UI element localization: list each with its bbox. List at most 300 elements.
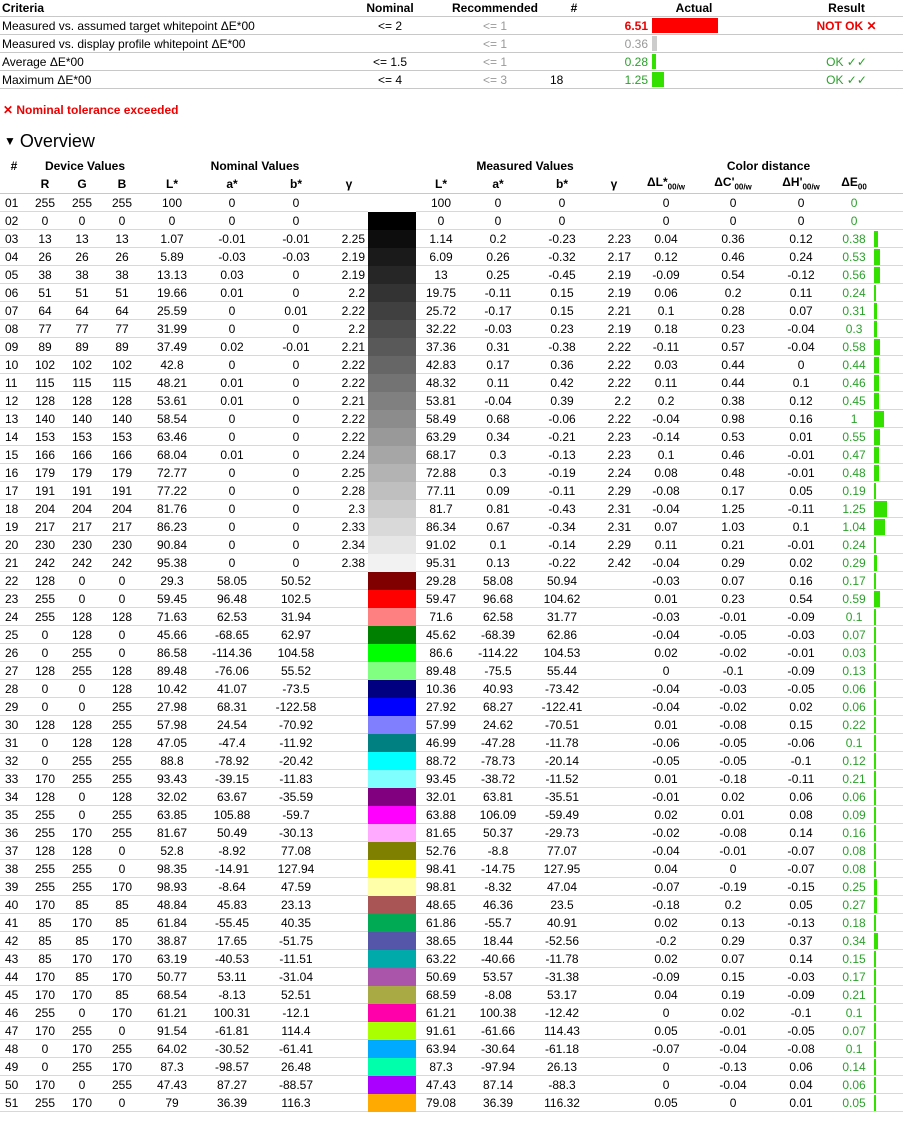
delta-e-bar — [874, 663, 876, 679]
cell-meas-l: 32.22 — [416, 320, 466, 338]
cell-delta-l: 0.2 — [634, 392, 698, 410]
delta-e-bar-cell — [874, 752, 903, 770]
delta-e-bar — [874, 1041, 876, 1057]
cell-delta-e: 0.18 — [834, 914, 874, 932]
cell-meas-l: 59.47 — [416, 590, 466, 608]
cell-meas-gamma — [594, 968, 634, 986]
cell-nom-l: 68.04 — [142, 446, 202, 464]
cell-nom-gamma — [330, 860, 368, 878]
delta-e-bar — [874, 1095, 876, 1111]
cell-nom-l: 77.22 — [142, 482, 202, 500]
table-row — [0, 788, 903, 806]
table-row — [0, 698, 903, 716]
cell-dev-r: 0 — [28, 1040, 62, 1058]
cell-delta-l: 0.1 — [634, 446, 698, 464]
cell-dev-g: 170 — [62, 950, 102, 968]
cell-delta-c: 0.01 — [698, 806, 768, 824]
delta-e-bar — [874, 231, 878, 247]
color-swatch — [368, 410, 416, 428]
table-row — [0, 662, 903, 680]
cell-nom-a: 0 — [202, 302, 262, 320]
cell-meas-b: -0.45 — [530, 266, 594, 284]
cell-nom-b: -122.58 — [262, 698, 330, 716]
cell-delta-h: 0.14 — [768, 824, 834, 842]
cell-meas-b: 0 — [530, 194, 594, 212]
cell-meas-gamma: 2.24 — [594, 464, 634, 482]
cell-meas-l: 81.7 — [416, 500, 466, 518]
cell-nom-a: 105.88 — [202, 806, 262, 824]
cell-idx: 40 — [0, 896, 28, 914]
criteria-row — [0, 17, 903, 35]
cell-delta-h: 0.12 — [768, 230, 834, 248]
delta-e-bar — [874, 825, 876, 841]
cell-delta-h: 0.05 — [768, 482, 834, 500]
cell-meas-gamma — [594, 590, 634, 608]
cell-meas-gamma: 2.22 — [594, 356, 634, 374]
cell-nom-l: 38.87 — [142, 932, 202, 950]
color-swatch — [368, 842, 416, 860]
cell-delta-c: -0.03 — [698, 680, 768, 698]
cell-meas-b: -59.49 — [530, 806, 594, 824]
cell-delta-e: 0.06 — [834, 680, 874, 698]
cell-nom-a: 0 — [202, 356, 262, 374]
delta-e-bar — [874, 285, 876, 301]
cell-nom-a: -30.52 — [202, 1040, 262, 1058]
cell-dev-g: 0 — [62, 572, 102, 590]
criteria-bar — [652, 36, 657, 51]
cell-meas-b: -0.34 — [530, 518, 594, 536]
delta-e-bar — [874, 951, 876, 967]
cell-idx: 38 — [0, 860, 28, 878]
color-swatch — [368, 716, 416, 734]
overview-toggle[interactable] — [4, 131, 903, 153]
cell-delta-c: 0.98 — [698, 410, 768, 428]
cell-meas-a: 18.44 — [466, 932, 530, 950]
delta-e-bar-cell — [874, 410, 903, 428]
table-row — [0, 248, 903, 266]
delta-e-bar — [874, 915, 876, 931]
cell-dev-b: 51 — [102, 284, 142, 302]
cell-dev-r: 153 — [28, 428, 62, 446]
cell-delta-l: -0.18 — [634, 896, 698, 914]
cell-meas-gamma: 2.21 — [594, 302, 634, 320]
cell-delta-l: 0.02 — [634, 950, 698, 968]
cell-nom-b: 0 — [262, 446, 330, 464]
cell-meas-a: 0.26 — [466, 248, 530, 266]
cell-delta-e: 0.24 — [834, 284, 874, 302]
delta-e-bar — [874, 375, 879, 391]
col-nom-gamma: γ — [330, 174, 368, 194]
cell-delta-h: 0.1 — [768, 374, 834, 392]
cell-dev-r: 128 — [28, 842, 62, 860]
cell-nom-l: 86.58 — [142, 644, 202, 662]
cell-nom-gamma — [330, 662, 368, 680]
table-row — [0, 392, 903, 410]
cell-dev-b: 128 — [102, 392, 142, 410]
cell-nom-gamma — [330, 698, 368, 716]
cell-delta-c: 0.44 — [698, 374, 768, 392]
cell-nom-a: 62.53 — [202, 608, 262, 626]
cell-delta-l: -0.09 — [634, 968, 698, 986]
cell-dev-b: 255 — [102, 770, 142, 788]
cell-dev-g: 255 — [62, 644, 102, 662]
cell-delta-h: 0.08 — [768, 806, 834, 824]
cell-meas-l: 48.32 — [416, 374, 466, 392]
cell-delta-e: 0.58 — [834, 338, 874, 356]
cell-nom-b: 0 — [262, 428, 330, 446]
col-meas-gamma: γ — [594, 174, 634, 194]
cell-nom-a: -40.53 — [202, 950, 262, 968]
cell-meas-l: 86.6 — [416, 644, 466, 662]
cell-delta-c: 0.07 — [698, 950, 768, 968]
cell-dev-g: 179 — [62, 464, 102, 482]
delta-e-bar-cell — [874, 734, 903, 752]
cell-meas-l: 29.28 — [416, 572, 466, 590]
cell-dev-g: 170 — [62, 824, 102, 842]
cell-dev-r: 230 — [28, 536, 62, 554]
cell-idx: 23 — [0, 590, 28, 608]
cell-idx: 26 — [0, 644, 28, 662]
cell-dev-b: 0 — [102, 842, 142, 860]
cell-nom-a: -55.45 — [202, 914, 262, 932]
color-swatch — [368, 464, 416, 482]
table-row — [0, 968, 903, 986]
cell-delta-c: -0.01 — [698, 608, 768, 626]
delta-e-bar — [874, 789, 876, 805]
cell-delta-e: 0.31 — [834, 302, 874, 320]
cell-dev-r: 179 — [28, 464, 62, 482]
color-swatch — [368, 1022, 416, 1040]
cell-meas-l: 77.11 — [416, 482, 466, 500]
table-row — [0, 1058, 903, 1076]
color-swatch — [368, 968, 416, 986]
cell-delta-h: -0.07 — [768, 842, 834, 860]
cell-dev-g: 85 — [62, 932, 102, 950]
cell-meas-a: 0.2 — [466, 230, 530, 248]
delta-e-bar-cell — [874, 266, 903, 284]
delta-e-bar-cell — [874, 644, 903, 662]
cell-delta-e: 0 — [834, 194, 874, 212]
cell-delta-h: 0.02 — [768, 698, 834, 716]
cell-meas-a: -38.72 — [466, 770, 530, 788]
delta-e-bar — [874, 843, 876, 859]
cell-nom-a: 0.03 — [202, 266, 262, 284]
cell-meas-gamma: 2.23 — [594, 428, 634, 446]
cell-delta-e: 0.24 — [834, 536, 874, 554]
cell-meas-b: -70.51 — [530, 716, 594, 734]
cell-meas-b: -0.13 — [530, 446, 594, 464]
delta-e-bar-cell — [874, 608, 903, 626]
criteria-header-row — [0, 0, 903, 17]
cell-nom-a: 96.48 — [202, 590, 262, 608]
delta-e-bar — [874, 1059, 876, 1075]
cell-delta-h: 0.15 — [768, 716, 834, 734]
cell-nom-l: 81.76 — [142, 500, 202, 518]
cell-dev-b: 0 — [102, 1094, 142, 1112]
color-swatch — [368, 590, 416, 608]
cell-meas-l: 91.61 — [416, 1022, 466, 1040]
cell-nom-l: 47.05 — [142, 734, 202, 752]
cell-delta-l: 0.07 — [634, 518, 698, 536]
cell-nom-gamma — [330, 752, 368, 770]
cell-delta-h: -0.04 — [768, 338, 834, 356]
cell-meas-b: -122.41 — [530, 698, 594, 716]
col-nom-b: b* — [262, 174, 330, 194]
cell-meas-a: 62.58 — [466, 608, 530, 626]
cell-delta-l: 0.04 — [634, 230, 698, 248]
cell-meas-b: 77.07 — [530, 842, 594, 860]
criteria-nominal: <= 4 — [340, 71, 440, 89]
cell-meas-l: 1.14 — [416, 230, 466, 248]
cell-delta-c: 0.19 — [698, 986, 768, 1004]
cell-nom-b: 0 — [262, 536, 330, 554]
cell-delta-l: -0.01 — [634, 788, 698, 806]
cell-delta-h: 0.04 — [768, 1076, 834, 1094]
cell-nom-gamma — [330, 950, 368, 968]
color-swatch — [368, 212, 416, 230]
tolerance-notice: ✕ Nominal tolerance exceeded — [3, 103, 179, 117]
cell-nom-a: 68.31 — [202, 698, 262, 716]
table-row — [0, 824, 903, 842]
cell-nom-b: 0 — [262, 410, 330, 428]
cell-meas-l: 71.6 — [416, 608, 466, 626]
cell-delta-e: 1 — [834, 410, 874, 428]
cell-dev-r: 0 — [28, 626, 62, 644]
cell-delta-c: -0.13 — [698, 1058, 768, 1076]
cell-meas-gamma — [594, 1022, 634, 1040]
delta-e-bar — [874, 699, 876, 715]
cell-dev-b: 128 — [102, 680, 142, 698]
cell-nom-a: 0 — [202, 212, 262, 230]
cell-delta-c: -0.05 — [698, 752, 768, 770]
cell-meas-gamma: 2.19 — [594, 320, 634, 338]
cell-delta-e: 0.03 — [834, 644, 874, 662]
cell-dev-g: 0 — [62, 590, 102, 608]
cell-dev-b: 204 — [102, 500, 142, 518]
cell-delta-l: 0 — [634, 1076, 698, 1094]
cell-meas-b: -0.43 — [530, 500, 594, 518]
overview-body — [0, 194, 903, 1112]
cell-dev-g: 38 — [62, 266, 102, 284]
cell-meas-l: 48.65 — [416, 896, 466, 914]
cell-delta-e: 0.47 — [834, 446, 874, 464]
cell-dev-g: 0 — [62, 212, 102, 230]
cell-dev-r: 102 — [28, 356, 62, 374]
cell-nom-l: 32.02 — [142, 788, 202, 806]
delta-e-bar — [874, 1077, 876, 1093]
cell-nom-a: 0.01 — [202, 374, 262, 392]
cell-delta-c: 0.46 — [698, 446, 768, 464]
delta-e-bar-cell — [874, 302, 903, 320]
cell-nom-l: 89.48 — [142, 662, 202, 680]
cell-nom-b: -61.41 — [262, 1040, 330, 1058]
color-swatch — [368, 806, 416, 824]
cell-meas-b: 0.15 — [530, 302, 594, 320]
cell-delta-h: 0 — [768, 356, 834, 374]
criteria-name: Maximum ΔE*00 — [0, 71, 340, 89]
cell-nom-b: -0.01 — [262, 230, 330, 248]
cell-delta-l: -0.02 — [634, 824, 698, 842]
color-swatch — [368, 194, 416, 212]
cell-nom-b: 0 — [262, 464, 330, 482]
cell-nom-gamma — [330, 878, 368, 896]
cell-delta-l: 0.02 — [634, 644, 698, 662]
table-row — [0, 1094, 903, 1112]
cell-nom-l: 59.45 — [142, 590, 202, 608]
delta-e-bar-cell — [874, 824, 903, 842]
cell-idx: 37 — [0, 842, 28, 860]
delta-e-bar — [874, 1005, 876, 1021]
cell-idx: 44 — [0, 968, 28, 986]
cell-nom-l: 90.84 — [142, 536, 202, 554]
cell-delta-e: 0.1 — [834, 1040, 874, 1058]
table-row — [0, 320, 903, 338]
cell-meas-l: 61.86 — [416, 914, 466, 932]
cell-delta-l: 0.12 — [634, 248, 698, 266]
cell-meas-gamma: 2.31 — [594, 518, 634, 536]
cell-dev-b: 128 — [102, 662, 142, 680]
cell-meas-a: 0.09 — [466, 482, 530, 500]
cell-meas-gamma — [594, 1004, 634, 1022]
cell-delta-h: -0.09 — [768, 662, 834, 680]
cell-delta-l: -0.07 — [634, 878, 698, 896]
cell-nom-b: 0 — [262, 374, 330, 392]
cell-delta-e: 0.3 — [834, 320, 874, 338]
color-swatch — [368, 356, 416, 374]
cell-nom-gamma — [330, 770, 368, 788]
cell-dev-r: 38 — [28, 266, 62, 284]
color-swatch — [368, 482, 416, 500]
cell-nom-b: -20.42 — [262, 752, 330, 770]
cell-nom-gamma: 2.38 — [330, 554, 368, 572]
color-swatch — [368, 860, 416, 878]
cell-delta-c: 0.38 — [698, 392, 768, 410]
cell-meas-l: 68.17 — [416, 446, 466, 464]
cell-nom-b: 0 — [262, 518, 330, 536]
cell-nom-l: 98.93 — [142, 878, 202, 896]
cell-meas-gamma — [594, 824, 634, 842]
delta-e-bar-cell — [874, 482, 903, 500]
criteria-bar-cell — [650, 71, 790, 89]
cell-dev-r: 115 — [28, 374, 62, 392]
cell-meas-gamma — [594, 572, 634, 590]
cell-dev-r: 170 — [28, 968, 62, 986]
cell-meas-gamma: 2.29 — [594, 536, 634, 554]
delta-e-bar — [874, 249, 880, 265]
color-swatch — [368, 554, 416, 572]
cell-idx: 22 — [0, 572, 28, 590]
cell-dev-g: 51 — [62, 284, 102, 302]
criteria-col-criteria: Criteria — [0, 0, 340, 17]
cell-delta-e: 0.06 — [834, 698, 874, 716]
cell-delta-c: 0.46 — [698, 248, 768, 266]
cell-dev-g: 217 — [62, 518, 102, 536]
cell-dev-r: 255 — [28, 806, 62, 824]
cell-meas-l: 37.36 — [416, 338, 466, 356]
delta-e-bar — [874, 897, 877, 913]
cell-dev-g: 85 — [62, 896, 102, 914]
cell-meas-a: 50.37 — [466, 824, 530, 842]
cell-dev-b: 242 — [102, 554, 142, 572]
cell-idx: 08 — [0, 320, 28, 338]
cell-meas-b: 0.15 — [530, 284, 594, 302]
table-row — [0, 356, 903, 374]
cell-idx: 29 — [0, 698, 28, 716]
cell-dev-b: 170 — [102, 1058, 142, 1076]
cell-dev-g: 255 — [62, 770, 102, 788]
cell-idx: 35 — [0, 806, 28, 824]
cell-nom-a: 0 — [202, 320, 262, 338]
cell-meas-l: 32.01 — [416, 788, 466, 806]
cell-nom-l: 87.3 — [142, 1058, 202, 1076]
cell-meas-l: 13 — [416, 266, 466, 284]
cell-meas-b: -0.32 — [530, 248, 594, 266]
criteria-nominal — [340, 35, 440, 53]
cell-meas-l: 38.65 — [416, 932, 466, 950]
cell-nom-gamma — [330, 716, 368, 734]
col-delta-c: $\Delta C'_{00/w}$ — [698, 174, 768, 194]
cell-nom-a: 0.01 — [202, 284, 262, 302]
cell-delta-h: 0.01 — [768, 1094, 834, 1112]
cell-delta-e: 0.55 — [834, 428, 874, 446]
table-row — [0, 554, 903, 572]
cell-dev-b: 230 — [102, 536, 142, 554]
cell-delta-e: 0.07 — [834, 1022, 874, 1040]
cell-nom-a: -8.13 — [202, 986, 262, 1004]
delta-e-bar-cell — [874, 698, 903, 716]
cell-meas-l: 95.31 — [416, 554, 466, 572]
cell-idx: 45 — [0, 986, 28, 1004]
cell-meas-gamma — [594, 878, 634, 896]
cell-delta-h: -0.06 — [768, 734, 834, 752]
cell-delta-e: 0.15 — [834, 950, 874, 968]
cell-meas-gamma: 2.42 — [594, 554, 634, 572]
cell-meas-b: 50.94 — [530, 572, 594, 590]
color-swatch — [368, 896, 416, 914]
triangle-down-icon: ▼ — [4, 134, 16, 148]
cell-meas-a: 63.81 — [466, 788, 530, 806]
color-swatch — [368, 518, 416, 536]
cell-delta-c: 0.44 — [698, 356, 768, 374]
cell-delta-c: 0.53 — [698, 428, 768, 446]
cell-meas-l: 68.59 — [416, 986, 466, 1004]
color-swatch — [368, 392, 416, 410]
cell-delta-h: -0.1 — [768, 1004, 834, 1022]
delta-e-bar-cell — [874, 950, 903, 968]
cell-delta-l: -0.04 — [634, 680, 698, 698]
cell-idx: 34 — [0, 788, 28, 806]
cell-delta-h: 0.37 — [768, 932, 834, 950]
cell-nom-a: 17.65 — [202, 932, 262, 950]
cell-nom-b: 0 — [262, 500, 330, 518]
col-delta-e: $\Delta E_{00}$ — [834, 174, 874, 194]
cell-nom-l: 86.23 — [142, 518, 202, 536]
cell-delta-e: 0.13 — [834, 662, 874, 680]
cell-delta-l: 0.05 — [634, 1022, 698, 1040]
cell-dev-b: 0 — [102, 590, 142, 608]
cell-nom-b: 40.35 — [262, 914, 330, 932]
cell-delta-c: 0.36 — [698, 230, 768, 248]
cell-idx: 46 — [0, 1004, 28, 1022]
cell-nom-b: 26.48 — [262, 1058, 330, 1076]
cell-nom-gamma — [330, 680, 368, 698]
cell-meas-gamma: 2.22 — [594, 410, 634, 428]
cell-delta-e: 0.14 — [834, 1058, 874, 1076]
cell-delta-e: 0.06 — [834, 788, 874, 806]
cell-dev-b: 170 — [102, 1004, 142, 1022]
cell-dev-b: 191 — [102, 482, 142, 500]
delta-e-bar — [874, 357, 879, 373]
